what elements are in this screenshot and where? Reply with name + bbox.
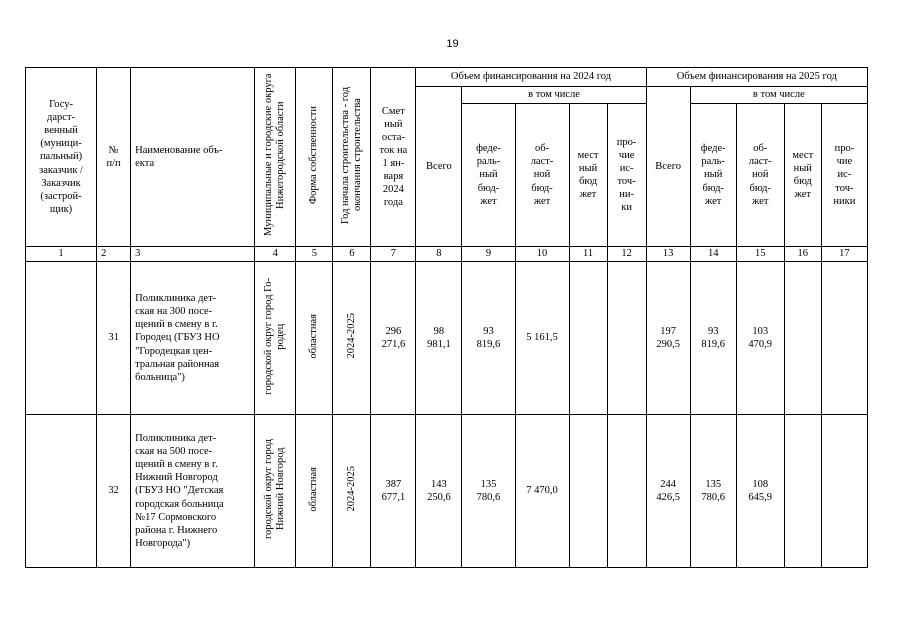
header-customer: Госу- дарст- венный (муници- пальный) заказчик / Заказчик (застрой- щик) [26,68,97,247]
row-regional-2025: 103 470,9 [736,262,784,415]
row-balance: 296 271,6 [371,262,416,415]
row-number: 32 [97,415,131,568]
column-number: 12 [607,247,646,262]
row-local-2025 [784,262,821,415]
column-number: 13 [646,247,690,262]
row-federal-2024: 135 780,6 [462,415,515,568]
header-regional-2024: об- ласт- ной бюд- жет [515,104,569,247]
header-incl-2025: в том числе [690,87,867,104]
row-local-2025 [784,415,821,568]
column-number: 2 [97,247,131,262]
row-regional-2025: 108 645,9 [736,415,784,568]
header-other-2025: про- чие ис- точ- ники [821,104,867,247]
column-number: 14 [690,247,736,262]
header-group-2025: Объем финансирования на 2025 год [646,68,867,87]
header-local-2024: мест ный бюд жет [569,104,607,247]
header-total-2024: Всего [416,87,462,247]
row-regional-2024: 7 470,0 [515,415,569,568]
header-years: Год начала строительства - год окончания строительства [333,68,371,247]
column-number: 17 [821,247,867,262]
column-number: 1 [26,247,97,262]
header-local-2025: мест ный бюд жет [784,104,821,247]
header-row-1 [26,68,868,87]
row-local-2024 [569,262,607,415]
row-federal-2024: 93 819,6 [462,262,515,415]
row-number: 31 [97,262,131,415]
column-number: 16 [784,247,821,262]
row-municipality: городской округ город Го- родец [255,262,296,415]
header-group-2024: Объем финансирования на 2024 год [416,68,646,87]
header-incl-2024: в том числе [462,87,646,104]
column-number-row [26,247,868,262]
page-number: 19 [446,38,459,50]
header-federal-2025: феде- раль- ный бюд- жет [690,104,736,247]
row-total-2024: 143 250,6 [416,415,462,568]
header-federal-2024: феде- раль- ный бюд- жет [462,104,515,247]
header-object-name: Наименование объ- екта [131,68,255,247]
row-total-2024: 98 981,1 [416,262,462,415]
row-balance: 387 677,1 [371,415,416,568]
row-customer [26,415,97,568]
row-years: 2024-2025 [333,262,371,415]
column-number: 4 [255,247,296,262]
header-regional-2025: об- ласт- ной бюд- жет [736,104,784,247]
row-ownership: областная [296,415,333,568]
column-number: 6 [333,247,371,262]
column-number: 9 [462,247,515,262]
header-other-2024: про- чие ис- точ- ни- ки [607,104,646,247]
row-customer [26,262,97,415]
header-number: № п/п [97,68,131,247]
header-balance: Смет ный оста- ток на 1 ян- варя 2024 года [371,68,416,247]
row-total-2025: 197 290,5 [646,262,690,415]
table-row [26,262,868,415]
row-object-name: Поликлиника дет- ская на 500 посе- щений в смену в г. Нижний Новгород (ГБУЗ НО "Детская городская больница №17 Сормовского района г. Нижнего Новгорода") [131,415,255,568]
column-number: 11 [569,247,607,262]
column-number: 3 [131,247,255,262]
header-ownership: Форма собственности [296,68,333,247]
table-row [26,415,868,568]
header-municipality: Муниципальные и городские округа Нижегородской области [255,68,296,247]
row-regional-2024: 5 161,5 [515,262,569,415]
column-number: 8 [416,247,462,262]
row-municipality: городской округ город Нижний Новгород [255,415,296,568]
row-object-name: Поликлиника дет- ская на 300 посе- щений в смену в г. Городец (ГБУЗ НО "Городецкая цен- тральная районная больница") [131,262,255,415]
column-number: 7 [371,247,416,262]
row-years: 2024-2025 [333,415,371,568]
row-federal-2025: 93 819,6 [690,262,736,415]
row-other-2024 [607,262,646,415]
row-other-2024 [607,415,646,568]
row-local-2024 [569,415,607,568]
row-ownership: областная [296,262,333,415]
column-number: 15 [736,247,784,262]
column-number: 5 [296,247,333,262]
row-other-2025 [821,415,867,568]
row-total-2025: 244 426,5 [646,415,690,568]
column-number: 10 [515,247,569,262]
row-federal-2025: 135 780,6 [690,415,736,568]
financing-table [25,67,868,568]
row-other-2025 [821,262,867,415]
header-total-2025: Всего [646,87,690,247]
